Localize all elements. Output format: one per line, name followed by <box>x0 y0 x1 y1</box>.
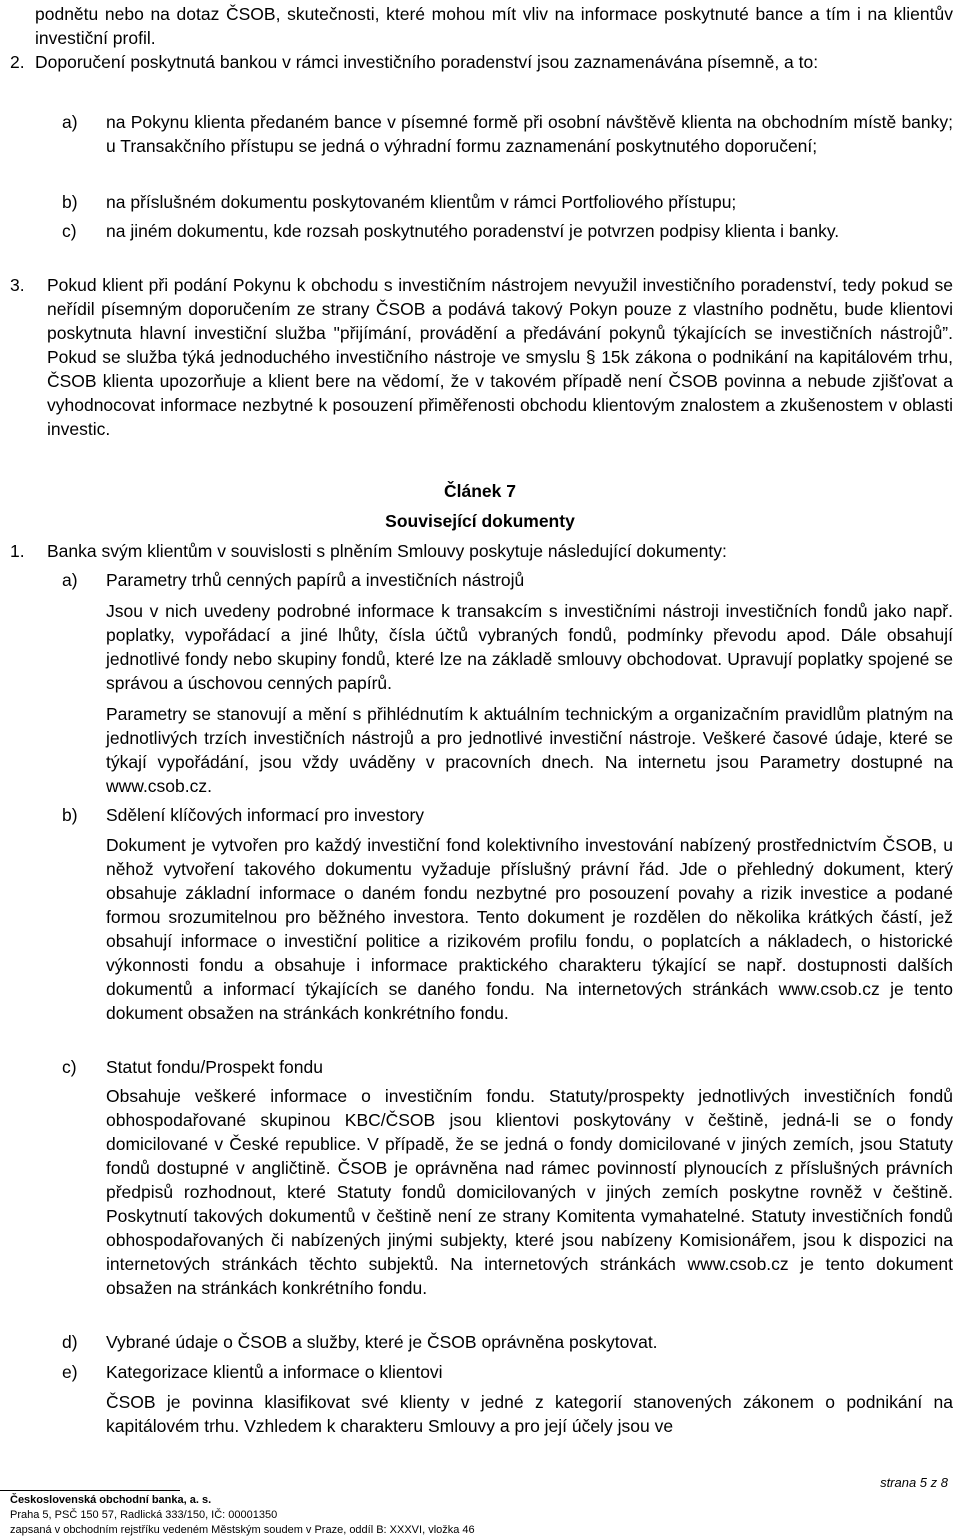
paragraph-2-text: Doporučení poskytnutá bankou v rámci investičního poradenství jsou zaznamenávána písemně, a to: <box>35 52 819 72</box>
article-title: Související dokumenty <box>385 511 575 531</box>
doc-c-letter: c) <box>62 1057 77 1077</box>
p2-item-a-letter: a) <box>62 112 78 132</box>
doc-e-paragraph: ČSOB je povinna klasifikovat své klienty v jedné z kategorií stanovených zákonem o podnikání na kapitálovém trhu. Vzhledem k charakteru Smlouvy a pro její účely jsou ve <box>106 1392 953 1436</box>
doc-c-paragraph: Obsahuje veškeré informace o investičním fondu. Statuty/prospekty jednotlivých investičních fondů obhospodařované skupinou KBC/ČSOB jsou klientovi poskytovány v češtině, jedná-li se o fondy domicilované v České republice. V případě, že se jedná o fondy domicilované v jiných zemích, jsou Statuty fondů dostupné v angličtině. ČSOB je oprávněna nad rámec povinností plynoucích z příslušných právních předpisů rozhodnout, které Statuty fondů domicilovaných v jiných zemích poskytne rovněž v češtině. Poskytnutí takových dokumentů v češtině není ze strany Komitenta vymahatelné. Statuty investičních fondů obhospodařovaných či nabízených jinými subjekty, které jsou nabízeny Komisionářem, jsou k dispozici na internetových stránkách těchto subjektů. Na internetových stránkách www.csob.cz je tento dokument obsažen na stránkách konkrétního fondu. <box>106 1086 953 1298</box>
doc-e-title: Kategorizace klientů a informace o klientovi <box>106 1362 443 1382</box>
doc-a-letter: a) <box>62 570 78 590</box>
doc-e-letter: e) <box>62 1362 78 1382</box>
doc-b-letter: b) <box>62 805 78 825</box>
paragraph-2-number: 2. <box>10 52 25 72</box>
p2-item-b-text: na příslušném dokumentu poskytovaném klientům v rámci Portfoliového přístupu; <box>106 192 737 212</box>
footer-registry: zapsaná v obchodním rejstříku vedeném Městským soudem v Praze, oddíl B: XXXVI, vložka 46 <box>10 1524 475 1536</box>
page-number: strana 5 z 8 <box>880 1475 948 1490</box>
doc-d-title: Vybrané údaje o ČSOB a služby, které je ČSOB oprávněna poskytovat. <box>106 1332 658 1352</box>
p2-item-b-letter: b) <box>62 192 78 212</box>
footer-company: Československá obchodní banka, a. s. <box>10 1494 212 1506</box>
p2-item-c-letter: c) <box>62 221 77 241</box>
doc-d-letter: d) <box>62 1332 78 1352</box>
doc-b-paragraph: Dokument je vytvořen pro každý investiční fond kolektivního investování nabízený prostřednictvím ČSOB, u něhož vytvoření takového dokumentu vyžaduje příslušný právní řád. Jde o přehledný dokument, který obsahuje základní informace o daném fondu nezbytné pro posouzení povahy a rizik investice a podané formou srozumitelnou pro běžného investora. Tento dokument je rozdělen do několika krátkých částí, jež obsahují informace o investiční politice a rizikovém profilu fondu, o poplatcích a nákladech, o historické výkonnosti fondu a obsahuje i informace praktického charakteru týkající se např. dostupnosti dalších dokumentů a informací týkajících se daného fondu. Na internetových stránkách www.csob.cz je tento dokument obsažen na stránkách konkrétního fondu. <box>106 835 953 1023</box>
paragraph-3-number: 3. <box>10 275 25 295</box>
doc-a-title: Parametry trhů cenných papírů a investičních nástrojů <box>106 570 525 590</box>
doc-b-title: Sdělení klíčových informací pro investory <box>106 805 425 825</box>
footer-divider <box>0 1490 180 1491</box>
doc-c-title: Statut fondu/Prospekt fondu <box>106 1057 323 1077</box>
doc-a-paragraph-2: Parametry se stanovují a mění s přihlédnutím k aktuálním technickým a organizačním pravidlům platným na jednotlivých trzích investičních nástrojů a pro jednotlivé investiční nástroje. Veškeré časové údaje, které se týkají vypořádání, jsou vždy uváděny v pracovních dnech. Na internetu jsou Parametry dostupné na www.csob.cz. <box>106 704 953 796</box>
article-paragraph-1-number: 1. <box>10 541 25 561</box>
doc-a-paragraph-1: Jsou v nich uvedeny podrobné informace k transakcím s investičními nástroji investičních fondů jako např. poplatky, vypořádací a jiné lhůty, čísla účtů vybraných fondů, podmínky převodu apod. Dále obsahují jednotlivé fondy nebo skupiny fondů, které lze na základě smlouvy obchodovat. Upravují poplatky spojené se správou a úschovou cenných papírů. <box>106 601 953 693</box>
article-paragraph-1-text: Banka svým klientům v souvislosti s plněním Smlouvy poskytuje následující dokumenty: <box>47 541 727 561</box>
paragraph-3-text: Pokud klient při podání Pokynu k obchodu s investičním nástrojem nevyužil investičního poradenství, tedy pokud se neřídil písemným doporučením ze strany ČSOB a podává takový Pokyn pouze z vlastního podnětu, bude klientovi poskytnuta hlavní investiční služba "přijímání, provádění a předávání pokynů týkajících se investičních nástrojů”. Pokud se služba týká jednoduchého investičního nástroje ve smyslu § 15k zákona o podnikání na kapitálovém trhu, ČSOB klienta upozorňuje a klient bere na vědomí, že v takovém případě není ČSOB povinna a nebude zjišťovat a vyhodnocovat informace nezbytné k posouzení přiměřenosti obchodu klientovým znalostem a zkušenostem v oblasti investic. <box>47 275 953 439</box>
intro-continuation: podnětu nebo na dotaz ČSOB, skutečnosti, které mohou mít vliv na informace poskytnuté bance a tím i na klientův investiční profil. <box>35 4 953 48</box>
p2-item-a-text: na Pokynu klienta předaném bance v písemné formě při osobní návštěvě klienta na obchodním místě banky; u Transakčního přístupu se jedná o výhradní formu zaznamenání poskytnutého doporučení; <box>106 112 953 156</box>
p2-item-c-text: na jiném dokumentu, kde rozsah poskytnutého poradenství je potvrzen podpisy klienta i banky. <box>106 221 840 241</box>
footer-address: Praha 5, PSČ 150 57, Radlická 333/150, IČ: 00001350 <box>10 1509 278 1521</box>
article-number: Článek 7 <box>444 481 516 501</box>
